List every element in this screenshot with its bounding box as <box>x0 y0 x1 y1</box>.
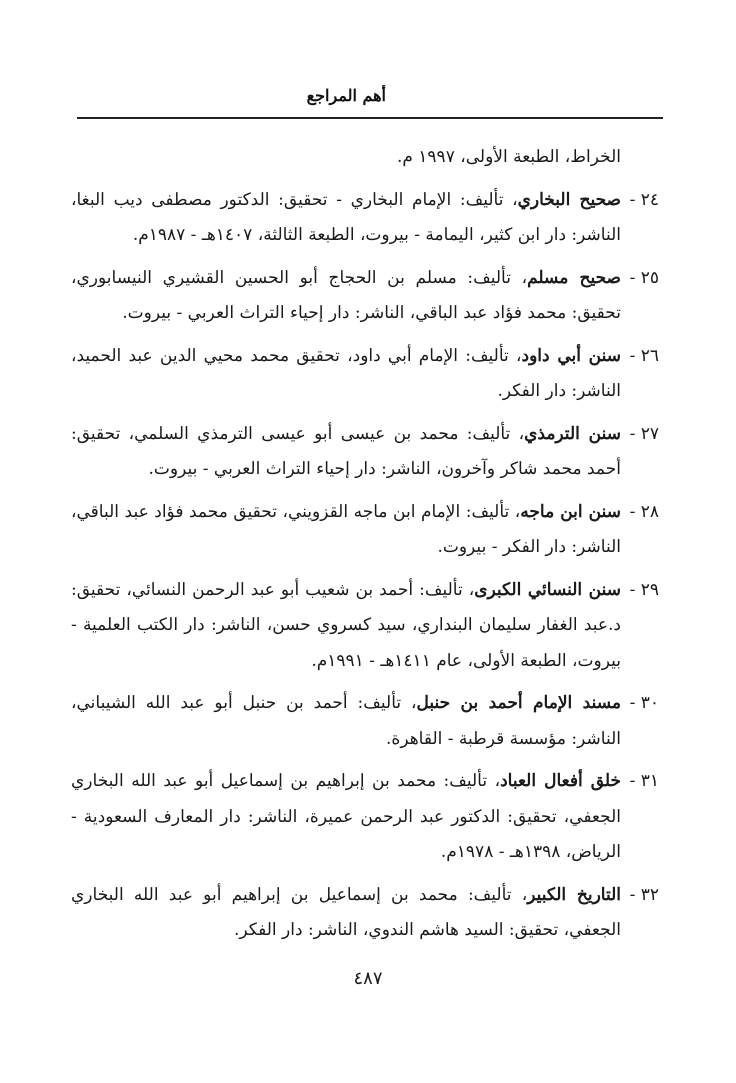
entry-title: مسند الإمام أحمد بن حنبل <box>416 693 621 713</box>
continuation-text: الخراط، الطبعة الأولى، ١٩٩٧ م. <box>396 147 621 167</box>
entry-details: ، تأليف: أحمد بن حنبل أبو عبد الله الشيباني، الناشر: مؤسسة قرطبة - القاهرة. <box>71 693 621 749</box>
reference-entry <box>71 261 659 332</box>
header-rule <box>77 117 663 119</box>
reference-entry <box>71 339 659 410</box>
entry-number: ٢٦ - <box>629 345 659 366</box>
entry-details: ، تأليف: الإمام ابن ماجه القزويني، تحقيق محمد فؤاد عبد الباقي، الناشر: دار الفكر - بيروت. <box>71 501 621 557</box>
entry-number: ٢٩ - <box>629 579 659 600</box>
entry-number: ٢٨ - <box>629 501 659 522</box>
reference-entry <box>71 686 659 757</box>
entry-title: خلق أفعال العباد <box>500 771 622 791</box>
entry-details: ، تأليف: أحمد بن شعيب أبو عبد الرحمن النسائي، تحقيق: د.عبد الغفار سليمان البنداري، سيد كسروي حسن، الناشر: دار الكتب العلمية - بيروت، الطبعة الأولى، عام ١٤١١هـ - ١٩٩١م. <box>71 579 621 671</box>
reference-entry <box>71 417 659 488</box>
entry-details: ، تأليف: الإمام البخاري - تحقيق: الدكتور مصطفى ديب البغا، الناشر: دار ابن كثير، اليمامة - بيروت، الطبعة الثالثة، ١٤٠٧هـ - ١٩٨٧م. <box>71 189 621 245</box>
entry-details: ، تأليف: محمد بن عيسى أبو عيسى الترمذي السلمي، تحقيق: أحمد محمد شاكر وآخرون، الناشر: دار إحياء التراث العربي - بيروت. <box>71 423 621 479</box>
reference-entry <box>71 495 659 566</box>
entry-details: ، تأليف: محمد بن إبراهيم بن إسماعيل أبو عبد الله البخاري الجعفي، تحقيق: الدكتور عبد الرحمن عميرة، الناشر: دار المعارف السعودية - الرياض، ١٣٩٨هـ - ١٩٧٨م. <box>71 771 621 862</box>
entry-details: ، تأليف: مسلم بن الحجاج أبو الحسين القشيري النيسابوري، تحقيق: محمد فؤاد عبد الباقي، الناشر: دار إحياء التراث العربي - بيروت. <box>71 267 621 323</box>
reference-entry <box>71 573 659 680</box>
entry-title: سنن الترمذي <box>524 423 621 444</box>
reference-entry <box>71 764 659 871</box>
entry-details: ، تأليف: الإمام أبي داود، تحقيق محمد محيي الدين عبد الحميد، الناشر: دار الفكر. <box>71 345 621 401</box>
entry-title: سنن ابن ماجه <box>520 501 621 522</box>
entry-number: ٣٢ - <box>629 884 659 905</box>
entry-number: ٣٠ - <box>629 693 659 713</box>
entry-number: ٢٤ - <box>629 189 659 210</box>
running-head-title: أهم المراجع <box>306 86 386 105</box>
entry-details: ، تأليف: محمد بن إسماعيل بن إبراهيم أبو عبد الله البخاري الجعفي، تحقيق: السيد هاشم الندوي، الناشر: دار الفكر. <box>71 884 621 940</box>
entry-title: سنن النسائي الكبرى <box>474 579 621 600</box>
entry-number: ٢٥ - <box>629 267 659 288</box>
entry-title: سنن أبي داود <box>521 345 621 366</box>
page-number: ٤٨٧ <box>353 968 383 989</box>
reference-entry <box>71 183 659 254</box>
entry-title: صحيح البخاري <box>517 189 621 210</box>
reference-entry <box>71 878 659 949</box>
entry-number: ٣١ - <box>629 771 659 791</box>
entry-number: ٢٧ - <box>629 423 659 444</box>
entry-title: صحيح مسلم <box>527 267 621 288</box>
entry-title: التاريخ الكبير <box>527 884 621 905</box>
continuation-entry <box>71 140 659 176</box>
references-list <box>71 140 659 949</box>
